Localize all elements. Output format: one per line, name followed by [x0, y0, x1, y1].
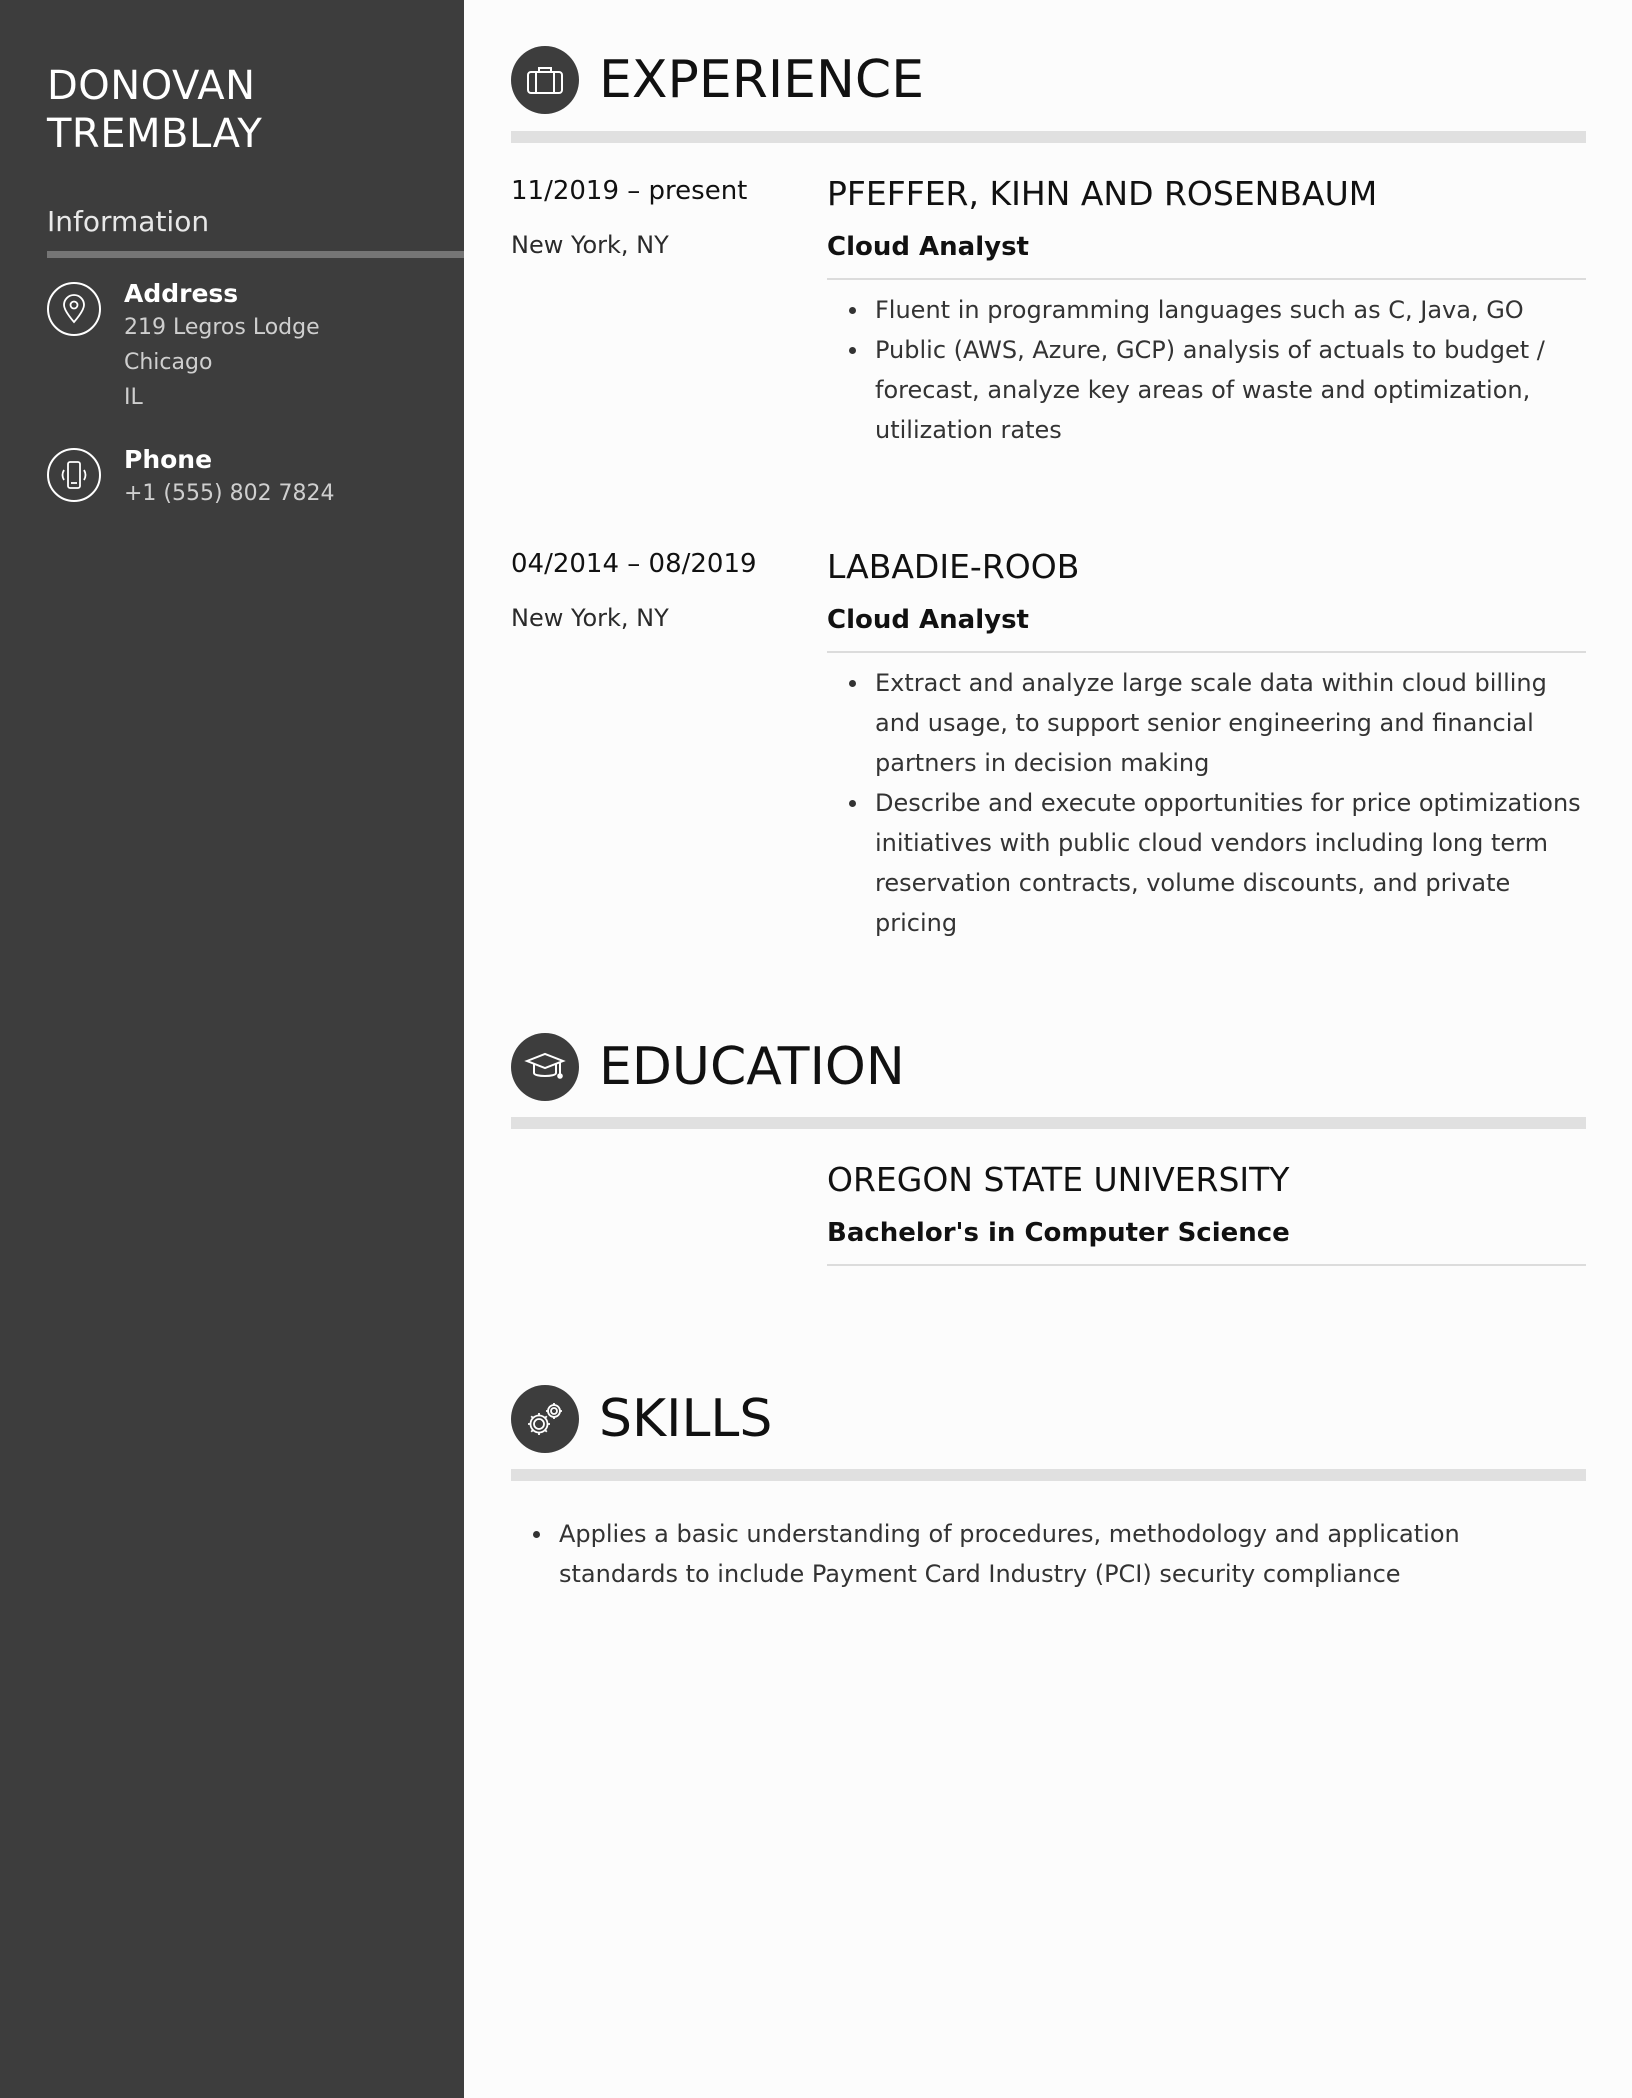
experience-rule: [511, 131, 1586, 143]
map-pin-icon: [47, 282, 101, 336]
job-bullets: [827, 290, 1586, 450]
phone-block: [124, 444, 335, 511]
contact-address: [47, 278, 320, 415]
job-divider: [827, 278, 1586, 280]
name-first: DONOVAN: [47, 63, 256, 109]
job-company: PFEFFER, KIHN AND ROSENBAUM: [827, 174, 1378, 213]
job-company: LABADIE-ROOB: [827, 547, 1080, 586]
education-divider: [827, 1264, 1586, 1266]
briefcase-icon: [511, 46, 579, 114]
information-heading: Information: [47, 205, 210, 238]
job-details: [827, 547, 1586, 943]
list-item: Fluent in programming languages such as C, Java, GO: [849, 290, 1586, 330]
education-details: [827, 1160, 1586, 1266]
phone-label: Phone: [124, 445, 213, 474]
job-role: Cloud Analyst: [827, 232, 1029, 262]
job-meta: [511, 174, 811, 262]
list-item: Extract and analyze large scale data within cloud billing and usage, to support senior engineering and financial partners in decision making: [849, 663, 1586, 783]
education-title: EDUCATION: [599, 1037, 905, 1097]
candidate-name: [47, 62, 262, 158]
education-school: OREGON STATE UNIVERSITY: [827, 1160, 1290, 1199]
job-dates: 04/2014 – 08/2019: [511, 549, 757, 579]
skills-title: SKILLS: [599, 1389, 773, 1449]
address-city: Chicago: [124, 350, 213, 375]
mobile-phone-icon: [47, 448, 101, 502]
address-label: Address: [124, 279, 239, 308]
education-rule: [511, 1117, 1586, 1129]
education-header: [511, 1033, 905, 1101]
information-divider: [47, 251, 464, 258]
address-street: 219 Legros Lodge: [124, 315, 320, 340]
list-item: Applies a basic understanding of procedures, methodology and application standards to include Payment Card Industry (PCI) security compliance: [533, 1514, 1586, 1594]
skills-list: [511, 1514, 1586, 1594]
gears-icon: [511, 1385, 579, 1453]
job-details: [827, 174, 1586, 450]
skills-header: [511, 1385, 772, 1453]
job-divider: [827, 651, 1586, 653]
job-bullets: [827, 663, 1586, 943]
list-item: Describe and execute opportunities for price optimizations initiatives with public cloud vendors including long term reservation contracts, volume discounts, and private pricing: [849, 783, 1586, 943]
sidebar: [0, 0, 464, 2098]
job-location: New York, NY: [511, 231, 669, 259]
phone-number: +1 (555) 802 7824: [124, 481, 335, 506]
graduation-cap-icon: [511, 1033, 579, 1101]
job-location: New York, NY: [511, 604, 669, 632]
experience-header: [511, 46, 924, 114]
list-item: Public (AWS, Azure, GCP) analysis of actuals to budget / forecast, analyze key areas of waste and optimization, utilization rates: [849, 330, 1586, 450]
job-meta: [511, 547, 811, 635]
education-degree: Bachelor's in Computer Science: [827, 1218, 1290, 1248]
contact-phone: [47, 444, 335, 511]
name-last: TREMBLAY: [47, 111, 263, 157]
job-dates: 11/2019 – present: [511, 176, 748, 206]
job-role: Cloud Analyst: [827, 605, 1029, 635]
address-state: IL: [124, 385, 143, 410]
address-block: [124, 278, 320, 415]
skills-rule: [511, 1469, 1586, 1481]
skills-list-container: [511, 1514, 1586, 1594]
experience-title: EXPERIENCE: [599, 50, 925, 110]
